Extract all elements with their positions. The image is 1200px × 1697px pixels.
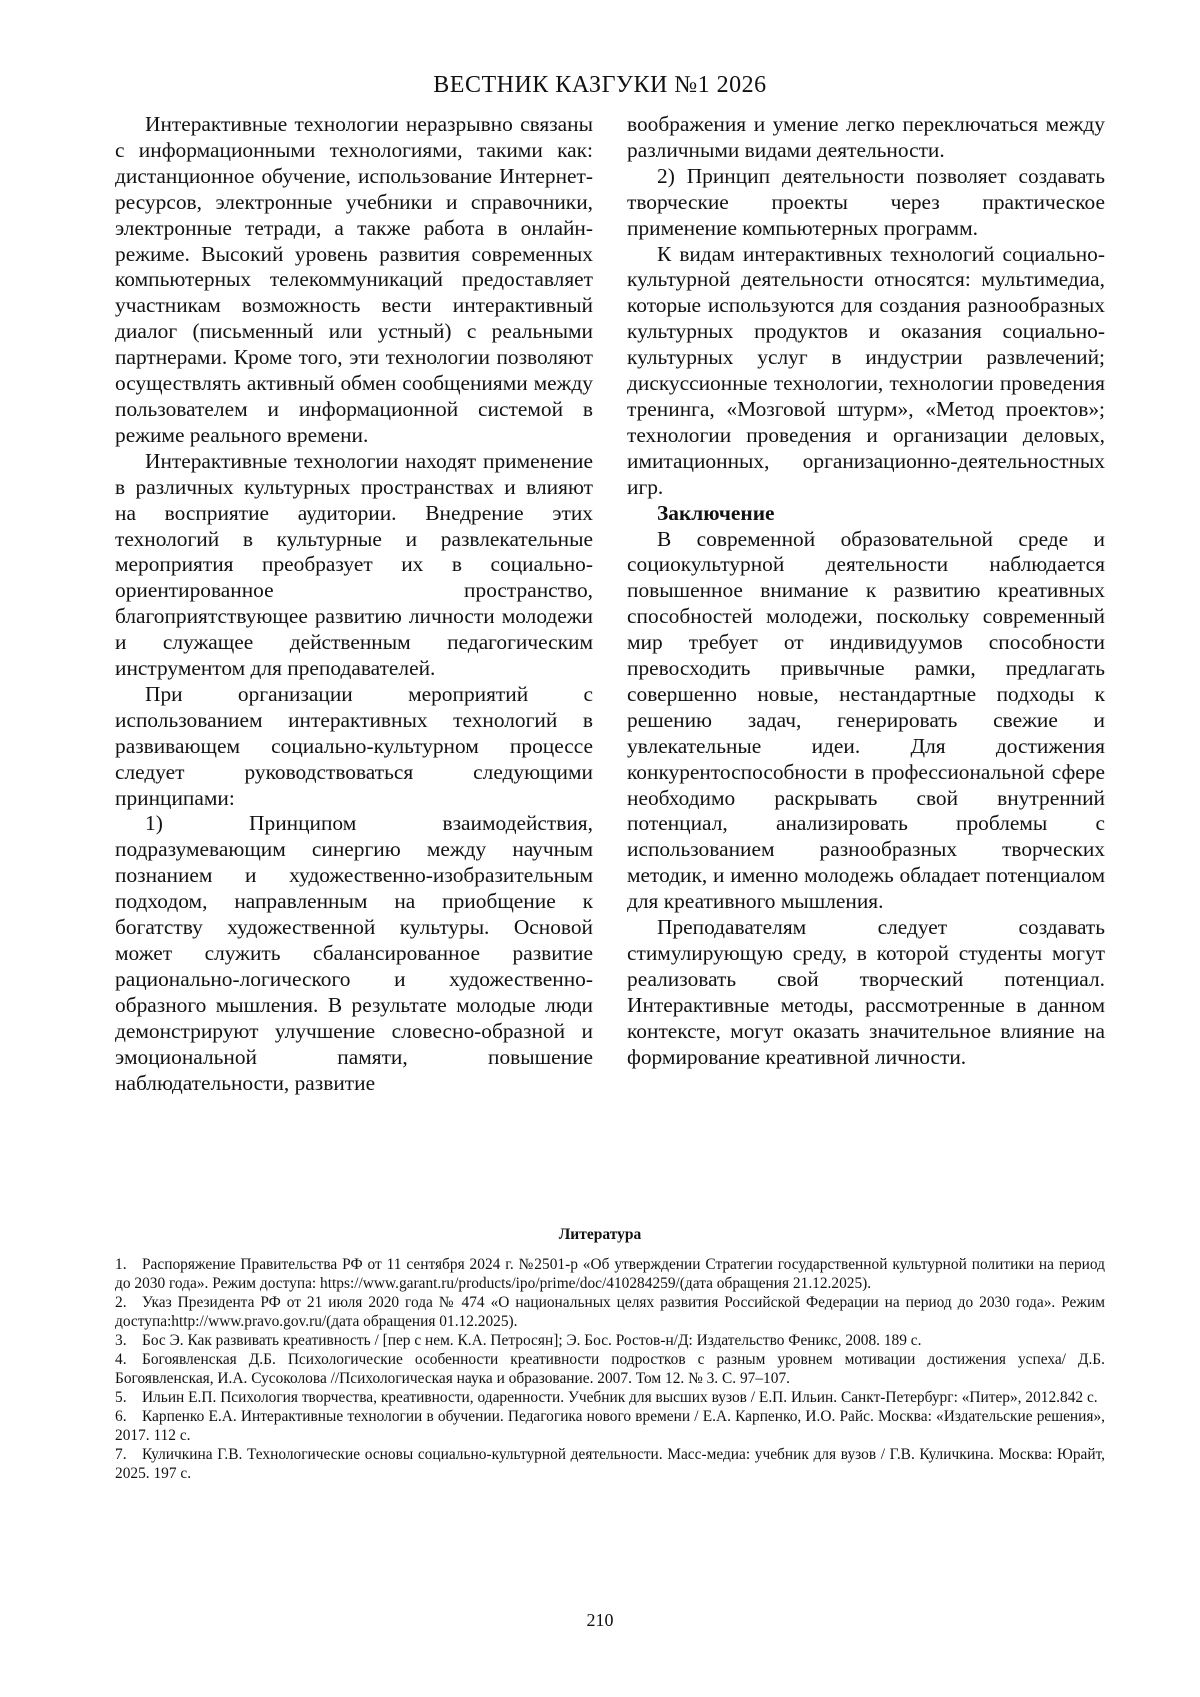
reference-number: 1. <box>115 1256 127 1273</box>
paragraph-continuation: воображения и умение легко переключаться между различными видами деятельности. <box>627 112 1105 162</box>
reference-item <box>115 1445 1105 1483</box>
reference-number: 3. <box>115 1332 127 1349</box>
reference-number: 4. <box>115 1351 127 1368</box>
reference-item <box>115 1407 1105 1445</box>
reference-text: Бос Э. Как развивать креативность / [пер с нем. К.А. Петросян]; Э. Бос. Ростов-н/Д: Издательство Феникс, 2008. 189 с. <box>142 1332 922 1349</box>
reference-number: 7. <box>115 1446 127 1463</box>
page-number: 210 <box>586 1610 614 1630</box>
article-body <box>115 112 1105 1220</box>
reference-number: 5. <box>115 1389 127 1406</box>
reference-text: Указ Президента РФ от 21 июля 2020 года № 474 «О национальных целях развития Российской Федерации на период до 2030 года». Режим доступа:http://www.pravo.gov.ru/(дата обращения 01.12.2025). <box>115 1294 1105 1330</box>
section-heading-conclusion: Заключение <box>657 500 775 525</box>
paragraph: При организации мероприятий с использованием интерактивных технологий в развивающем социально-культурном процессе следует руководствоваться следующими принципами: <box>115 681 593 810</box>
paragraph: Интерактивные технологии неразрывно связаны с информационными технологиями, такими как: дистанционное обучение, использование Интернет-ресурсов, электронные учебники и справочники, электронные тетради, а также работа в онлайн-режиме. Высокий уровень развития современных компьютерных телекоммуникаций предоставляет участникам возможность вести интерактивный диалог (письменный или устный) с реальными партнерами. Кроме того, эти технологии позволяют осуществлять активный обмен сообщениями между пользователем и информационной системой в режиме реального времени. <box>115 112 593 447</box>
references-title: Литература <box>558 1226 642 1243</box>
reference-item <box>115 1293 1105 1331</box>
reference-item <box>115 1331 1105 1350</box>
reference-text: Богоявленская Д.Б. Психологические особенности креативности подростков с разным уровнем мотивации достижения успеха/ Д.Б. Богоявленская, И.А. Сусоколова //Психологическая наука и образование. 2007. Том 12. № 3. С. 97–107. <box>115 1351 1105 1387</box>
references-list <box>115 1255 1105 1483</box>
reference-item <box>115 1255 1105 1293</box>
paragraph: Интерактивные технологии находят применение в различных культурных пространствах и влияют на восприятие аудитории. Внедрение этих технологий в культурные и развлекательные мероприятия преобразует их в социально-ориентированное пространство, благоприятствующее развитию личности молодежи и служащее действенным педагогическим инструментом для преподавателей. <box>115 448 593 681</box>
reference-text: Распоряжение Правительства РФ от 11 сентября 2024 г. №2501-р «Об утверждении Стратегии государственной культурной политики на период до 2030 года». Режим доступа: https://www.garant.ru/products/ipo/prime/doc/410284259/(дата обращения 21.12.2025). <box>115 1256 1105 1292</box>
reference-item <box>115 1350 1105 1388</box>
left-column <box>115 112 593 1220</box>
paragraph: 2) Принцип деятельности позволяет создавать творческие проекты через практическое применение компьютерных программ. <box>627 163 1105 240</box>
paragraph: В современной образовательной среде и социокультурной деятельности наблюдается повышенное внимание к развитию креативных способностей молодежи, поскольку современный мир требует от индивидуумов способности превосходить привычные рамки, предлагать совершенно новые, нестандартные подходы к решению задач, генерировать свежие и увлекательные идеи. Для достижения конкурентоспособности в профессиональной сфере необходимо раскрывать свой внутренний потенциал, анализировать проблемы с использованием разнообразных творческих методик, и именно молодежь обладает потенциалом для креативного мышления. <box>627 526 1105 914</box>
paragraph: К видам интерактивных технологий социально-культурной деятельности относятся: мультимедиа, которые используются для создания разнообразных культурных продуктов и оказания социально-культурных услуг в индустрии развлечений; дискуссионные технологии, технологии проведения тренинга, «Мозговой штурм», «Метод проектов»; технологии проведения и организации деловых, имитационных, организационно-деятельностных игр. <box>627 241 1105 499</box>
journal-header: ВЕСТНИК КАЗГУКИ №1 2026 <box>433 72 767 98</box>
reference-number: 6. <box>115 1408 127 1425</box>
reference-number: 2. <box>115 1294 127 1311</box>
reference-text: Куличкина Г.В. Технологические основы социально-культурной деятельности. Масс-медиа: учебник для вузов / Г.В. Куличкина. Москва: Юрайт, 2025. 197 с. <box>115 1446 1105 1482</box>
paragraph: 1) Принципом взаимодействия, подразумевающим синергию между научным познанием и художественно-изобразительным подходом, направленным на приобщение к богатству художественной культуры. Основой может служить сбалансированное развитие рационально-логического и художественно-образного мышления. В результате молодые люди демонстрируют улучшение словесно-образной и эмоциональной памяти, повышение наблюдательности, развитие <box>115 811 593 1095</box>
paragraph: Преподавателям следует создавать стимулирующую среду, в которой студенты могут реализовать свой творческий потенциал. Интерактивные методы, рассмотренные в данном контексте, могут оказать значительное влияние на формирование креативной личности. <box>627 915 1105 1069</box>
right-column <box>627 112 1105 1220</box>
reference-text: Ильин Е.П. Психология творчества, креативности, одаренности. Учебник для высших вузов / Е.П. Ильин. Санкт-Петербург: «Питер», 2012.842 с. <box>142 1389 1098 1406</box>
reference-text: Карпенко Е.А. Интерактивные технологии в обучении. Педагогика нового времени / Е.А. Карпенко, И.О. Райс. Москва: «Издательские решения», 2017. 112 с. <box>115 1408 1105 1444</box>
reference-item <box>115 1388 1105 1407</box>
